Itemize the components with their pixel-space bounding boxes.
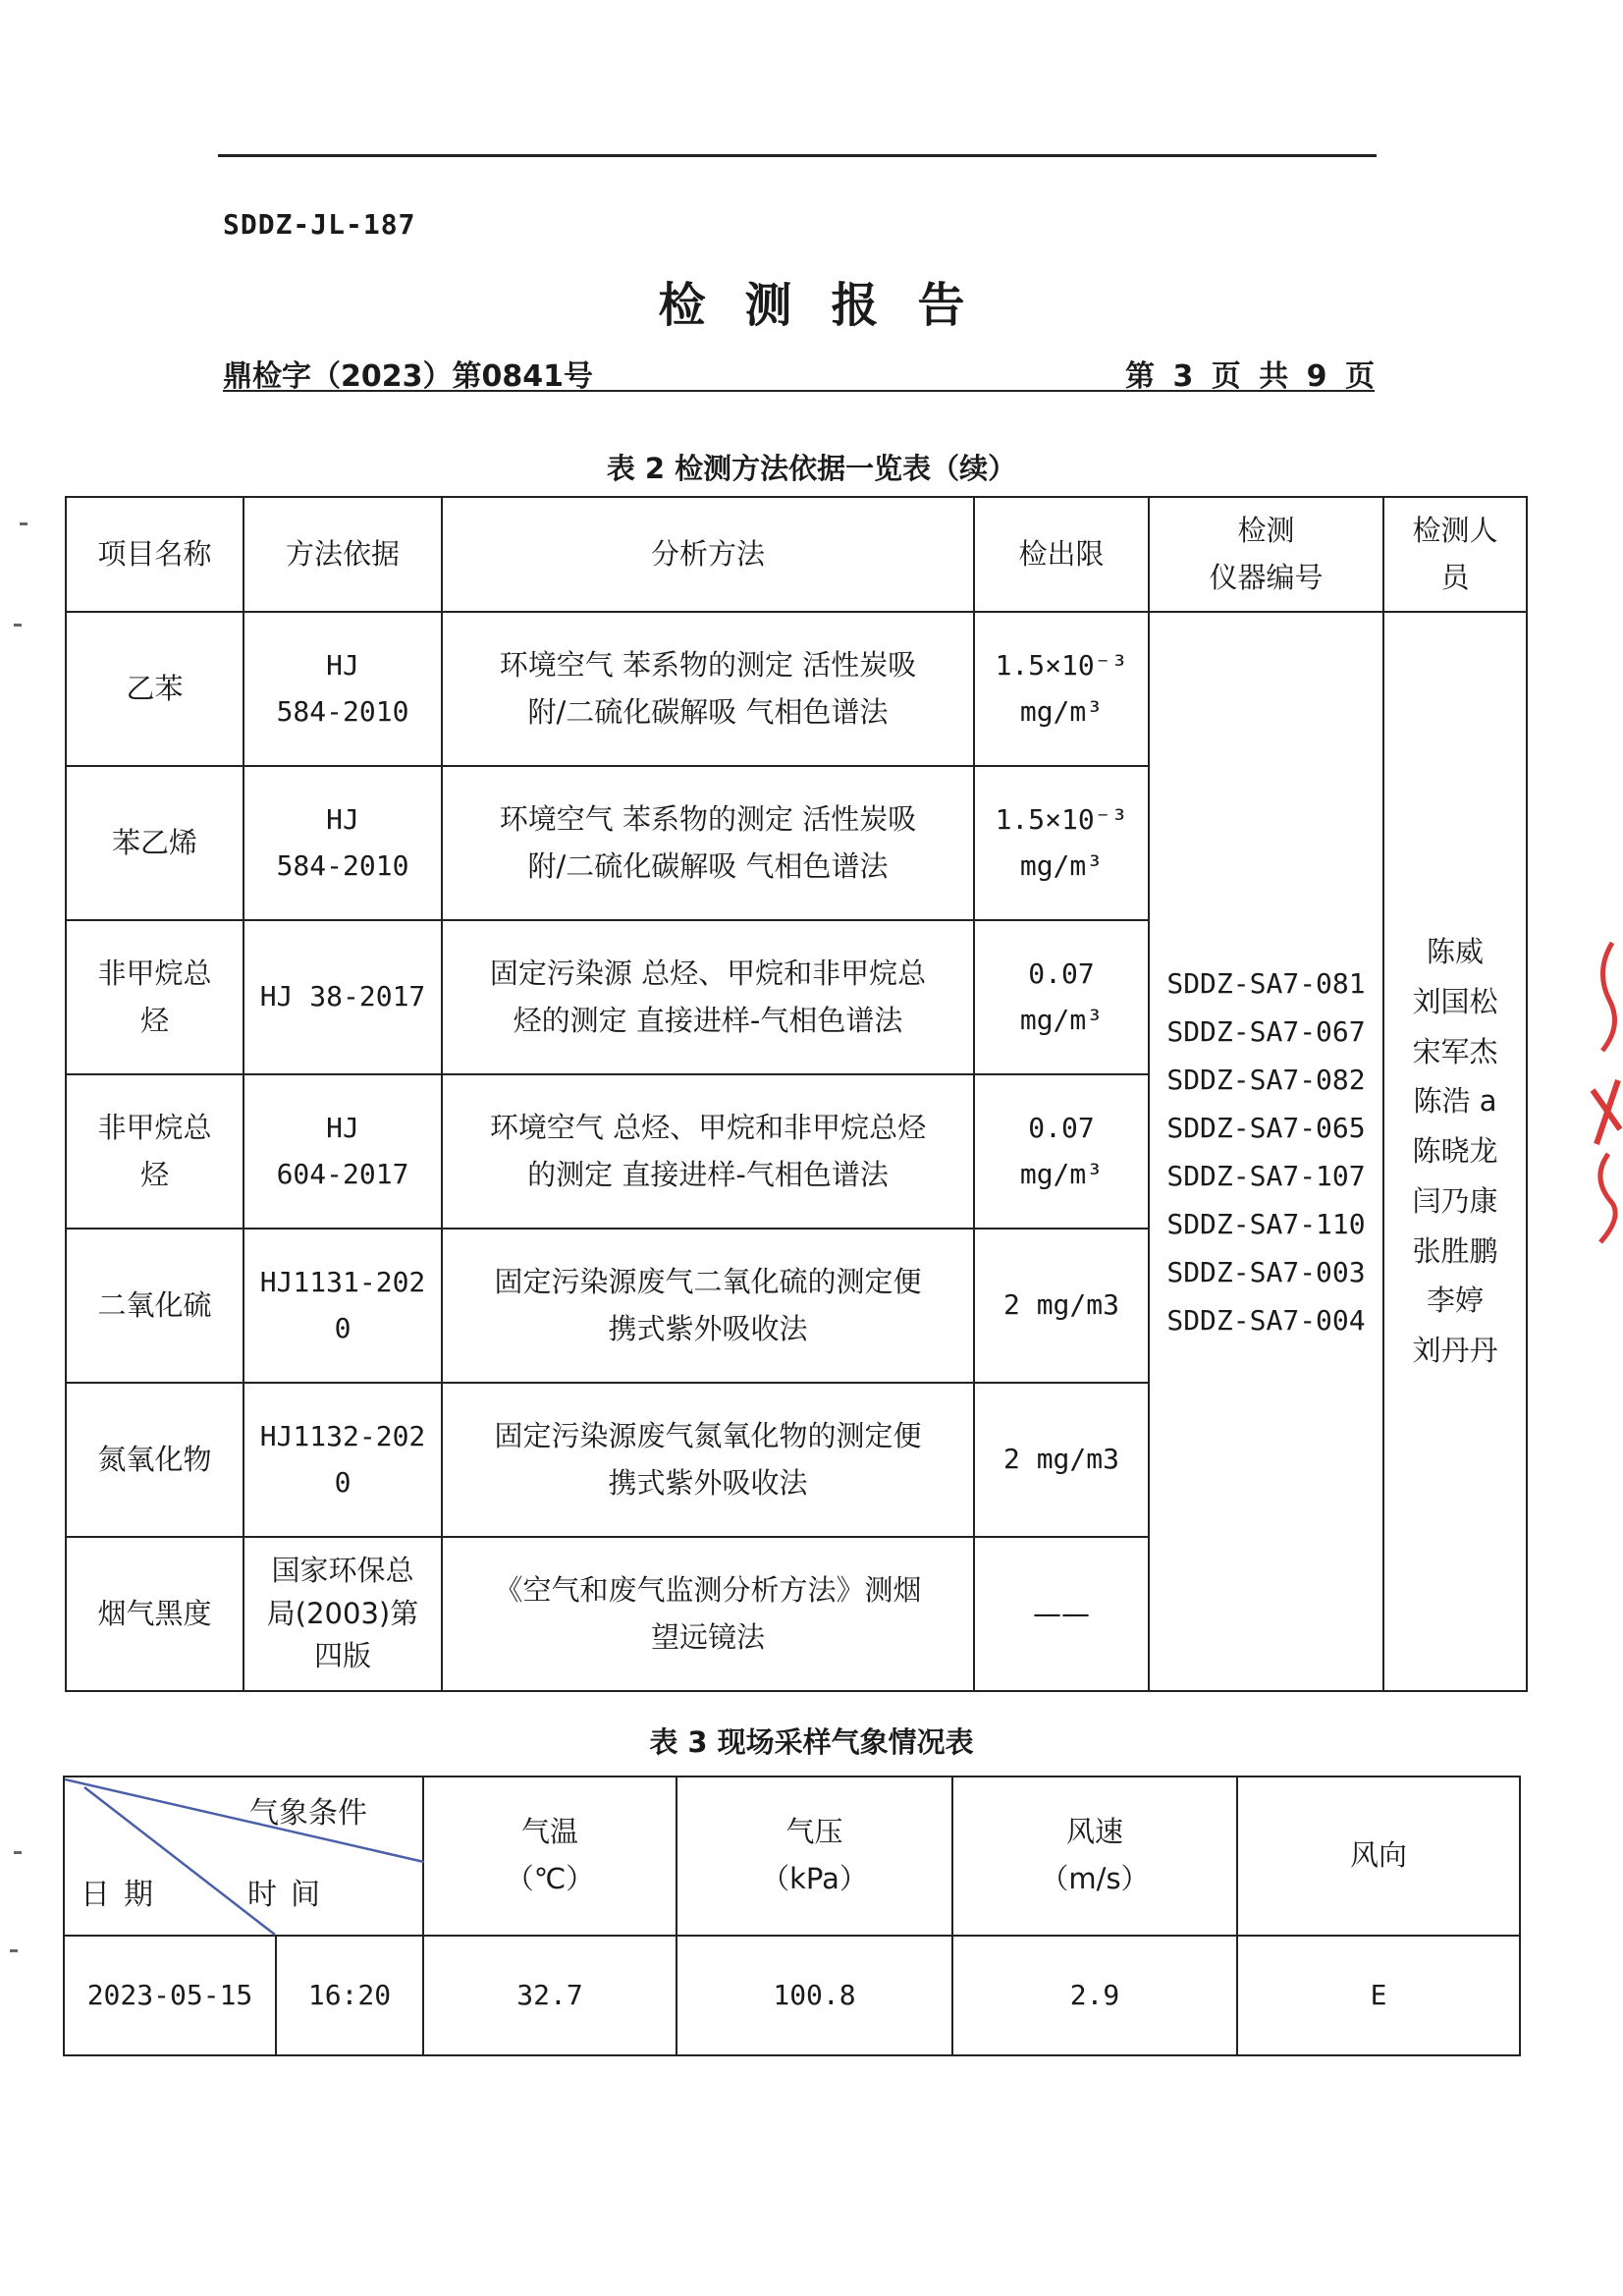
sample-date: 2023-05-15 <box>64 1936 276 2055</box>
header-wind-direction: 风向 <box>1237 1777 1520 1936</box>
table3-caption: 表 3 现场采样气象情况表 <box>649 1725 974 1759</box>
analysis-method: 环境空气 苯系物的测定 活性炭吸 附/二硫化碳解吸 气相色谱法 <box>442 766 974 920</box>
wind-direction-value: E <box>1237 1936 1520 2055</box>
diagonal-header-cell <box>64 1777 423 1936</box>
method-basis: HJ1131-202 0 <box>243 1229 442 1383</box>
header-wind-speed: 风速 （m/s） <box>952 1777 1237 1936</box>
method-basis: HJ 584-2010 <box>243 766 442 920</box>
corner-label-time: 时间 <box>247 1877 334 1912</box>
analysis-method: 固定污染源废气二氧化硫的测定便 携式紫外吸收法 <box>442 1229 974 1383</box>
report-header-underline <box>223 390 1375 392</box>
item-name: 烟气黑度 <box>66 1537 243 1691</box>
detection-limit: 1.5×10⁻³ mg/m³ <box>974 766 1149 920</box>
item-name: 苯乙烯 <box>66 766 243 920</box>
item-name: 非甲烷总 烃 <box>66 920 243 1074</box>
header-pressure: 气压 （kPa） <box>676 1777 952 1936</box>
table-row <box>66 612 1527 766</box>
weather-header-row <box>64 1777 1520 1936</box>
method-basis: 国家环保总 局(2003)第 四版 <box>243 1537 442 1691</box>
header-item: 项目名称 <box>66 497 243 612</box>
analysis-method: 固定污染源 总烃、甲烷和非甲烷总 烃的测定 直接进样-气相色谱法 <box>442 920 974 1074</box>
detection-limit: 0.07 mg/m³ <box>974 920 1149 1074</box>
report-header-row <box>223 352 1375 394</box>
table-header-row <box>66 497 1527 612</box>
header-limit: 检出限 <box>974 497 1149 612</box>
weather-table <box>63 1776 1521 2056</box>
analysis-method: 环境空气 总烃、甲烷和非甲烷总烃 的测定 直接进样-气相色谱法 <box>442 1074 974 1229</box>
weather-data-row <box>64 1936 1520 2055</box>
header-basis: 方法依据 <box>243 497 442 612</box>
scan-speck <box>20 522 27 525</box>
page-info: 第 3 页 共 9 页 <box>1125 359 1375 394</box>
page-title: 检测报告 <box>658 278 1004 333</box>
method-basis: HJ 584-2010 <box>243 612 442 766</box>
method-basis: HJ 604-2017 <box>243 1074 442 1229</box>
document-code: SDDZ-JL-187 <box>223 208 416 241</box>
analysis-method: 《空气和废气监测分析方法》测烟 望远镜法 <box>442 1537 974 1691</box>
scan-speck <box>14 624 22 627</box>
instrument-numbers: SDDZ-SA7-081 SDDZ-SA7-067 SDDZ-SA7-082 SDDZ-SA7-065 SDDZ-SA7-107 SDDZ-SA7-110 SDDZ-SA7-003 SDDZ-SA7-004 <box>1149 612 1383 1691</box>
scan-speck <box>10 1949 18 1952</box>
detection-limit: 1.5×10⁻³ mg/m³ <box>974 612 1149 766</box>
sample-time: 16:20 <box>276 1936 423 2055</box>
item-name: 乙苯 <box>66 612 243 766</box>
pressure-value: 100.8 <box>676 1936 952 2055</box>
header-instrument: 检测 仪器编号 <box>1149 497 1383 612</box>
header-method: 分析方法 <box>442 497 974 612</box>
method-basis: HJ 38-2017 <box>243 920 442 1074</box>
wind-speed-value: 2.9 <box>952 1936 1237 2055</box>
item-name: 氮氧化物 <box>66 1383 243 1537</box>
corner-label-conditions: 气象条件 <box>249 1796 367 1831</box>
item-name: 非甲烷总 烃 <box>66 1074 243 1229</box>
scan-speck <box>14 1851 22 1854</box>
corner-label-date: 日期 <box>81 1877 167 1912</box>
method-basis: HJ1132-202 0 <box>243 1383 442 1537</box>
header-personnel: 检测人 员 <box>1383 497 1527 612</box>
detection-limit: 2 mg/m3 <box>974 1383 1149 1537</box>
personnel-list: 陈威 刘国松 宋军杰 陈浩 a 陈晓龙 闫乃康 张胜鹏 李婷 刘丹丹 <box>1383 612 1527 1691</box>
report-number: 鼎检字（2023）第0841号 <box>223 359 593 394</box>
table2-caption: 表 2 检测方法依据一览表（续） <box>606 452 1017 485</box>
analysis-method: 固定污染源废气氮氧化物的测定便 携式紫外吸收法 <box>442 1383 974 1537</box>
header-temperature: 气温 （℃） <box>423 1777 676 1936</box>
analysis-method: 环境空气 苯系物的测定 活性炭吸 附/二硫化碳解吸 气相色谱法 <box>442 612 974 766</box>
detection-limit: 0.07 mg/m³ <box>974 1074 1149 1229</box>
temperature-value: 32.7 <box>423 1936 676 2055</box>
detection-limit: 2 mg/m3 <box>974 1229 1149 1383</box>
methods-table <box>65 496 1528 1692</box>
item-name: 二氧化硫 <box>66 1229 243 1383</box>
header-rule <box>218 154 1377 157</box>
detection-limit: —— <box>974 1537 1149 1691</box>
red-seal-stamp <box>1583 933 1623 1257</box>
